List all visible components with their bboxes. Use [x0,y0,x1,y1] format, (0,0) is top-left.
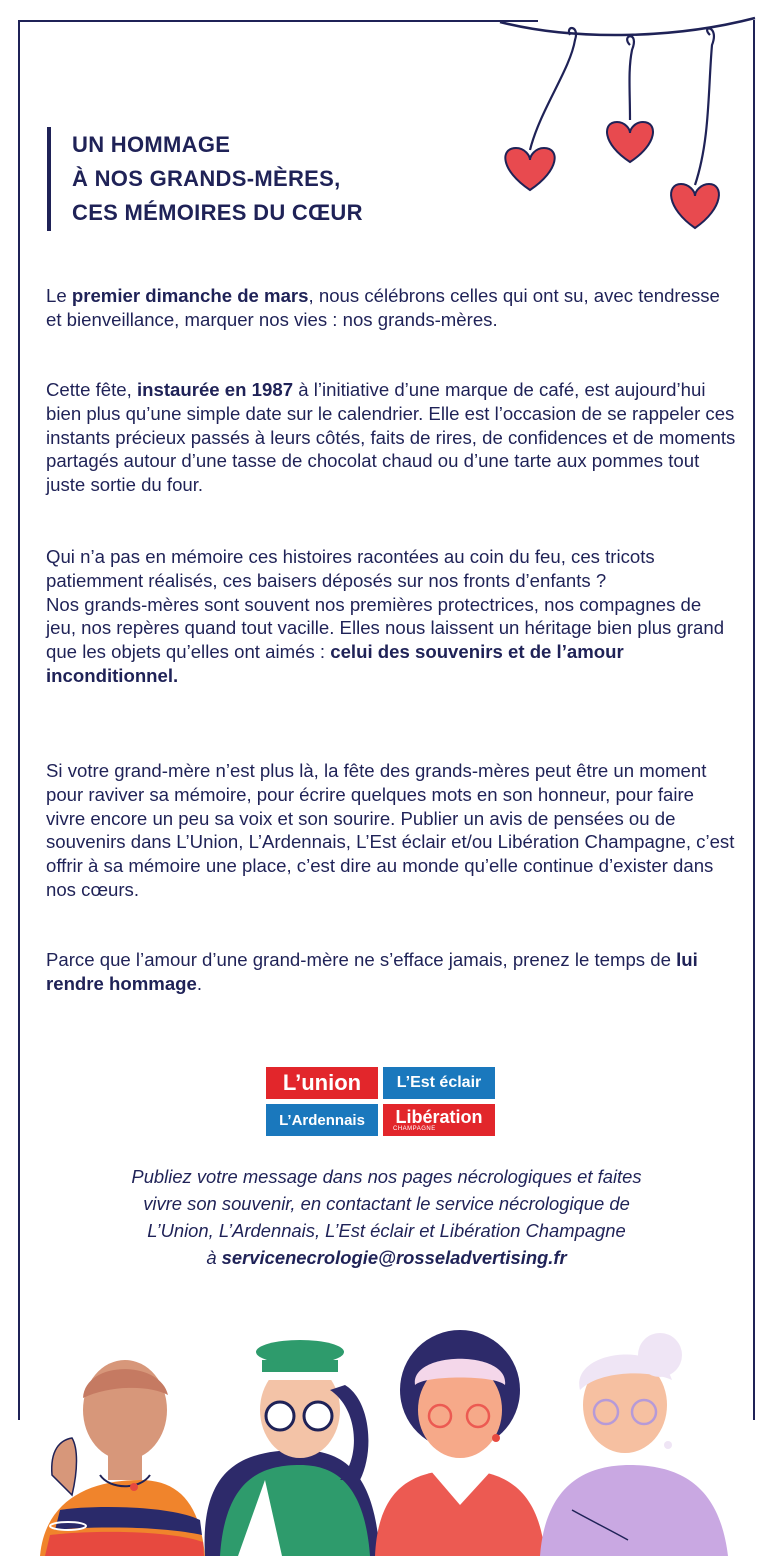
bold-text: celui des souvenirs et de l’amour inconditionnel. [46,641,624,686]
newspaper-logos [266,1067,496,1137]
paragraph-memories [46,545,736,688]
title-line-2: À NOS GRANDS-MÈRES, [72,166,341,191]
bold-text: lui rendre hommage [46,949,698,994]
frame-top-border [18,20,538,22]
bold-text: premier dimanche de mars [71,285,309,306]
grandmothers-illustration [0,1330,773,1556]
paragraph-intro [46,284,736,332]
title-line-1: UN HOMMAGE [72,132,231,157]
footer-line-1: Publiez votre message dans nos pages nécrologiques et faites [131,1166,642,1187]
logo-liberation-name: Libération [395,1107,483,1127]
logo-lardennais: L’Ardennais [266,1104,378,1136]
grandmother-2-figure [205,1340,380,1556]
logo-est-eclair: L’Est éclair [383,1067,495,1099]
frame-left-border [18,20,20,1420]
bold-text: instaurée en 1987 [136,379,294,400]
grandmother-1-figure [40,1360,205,1556]
title-accent-bar [47,127,51,231]
hanging-hearts-decoration [480,10,760,240]
paragraph-closing [46,948,736,996]
paragraph-history [46,378,736,497]
grandmother-3-figure [375,1330,545,1556]
heart-icon [671,184,719,228]
title-line-3: CES MÉMOIRES DU CŒUR [72,200,363,225]
text: Nos grands-mères sont souvent nos premières protectrices, nos compagnes de jeu, nos repères quand tout vacille. Elles nous laissent un héritage bien plus grand que les objets qu’elles ont aimés : [46,593,725,663]
footer-line-4-prefix: à [206,1247,222,1268]
logo-lunion: L’union [266,1067,378,1099]
text: , nous célébrons celles qui ont su, avec tendresse et bienveillance, marquer nos vies : nos grands-mères. [46,285,720,330]
footer-line-3: L’Union, L’Ardennais, L’Est éclair et Libération Champagne [147,1220,626,1241]
paragraph-publish [46,759,736,902]
footer-contact [30,1163,743,1271]
heart-icon [607,122,653,162]
text: Parce que l’amour d’une grand-mère ne s’efface jamais, prenez le temps de [46,949,677,970]
text: Si votre grand-mère n’est plus là, la fête des grands-mères peut être un moment pour raviver sa mémoire, pour écrire quelques mots en son honneur, pour faire vivre encore un peu sa voix et son sourire. Publier un avis de pensées ou de souvenirs dans L’Union, L’Ardennais, L’Est éclair et/ou Libération Champagne, c’est offrir à sa mémoire une place, c’est dire au monde qu’elle continue d’exister dans nos cœurs. [46,760,735,900]
footer-line-2: vivre son souvenir, en contactant le service nécrologique de [143,1193,630,1214]
grandmother-4-figure [540,1333,728,1556]
text: Cette fête, [46,379,137,400]
heart-icon [505,148,554,190]
text: Le [46,285,72,306]
logo-liberation [383,1104,495,1136]
text: . [196,972,203,994]
logo-liberation-sub: CHAMPAGNE [393,1126,436,1132]
text: à l’initiative d’une marque de café, est aujourd’hui bien plus qu’une simple date sur le calendrier. Elle est l’occasion de se rappeler ces instants précieux passés à leurs côtés, faits de rires, de confidences et de moments partagés autour d’une tasse de chocolat chaud ou d’une tarte aux pommes tout juste sortie du four. [46,379,736,496]
page-title [72,128,363,230]
text: Qui n’a pas en mémoire ces histoires racontées au coin du feu, ces tricots patiemment réalisés, ces baisers déposés sur nos fronts d’enfants ? [46,546,655,591]
contact-email-link[interactable]: servicenecrologie@rosseladvertising.fr [221,1247,567,1268]
